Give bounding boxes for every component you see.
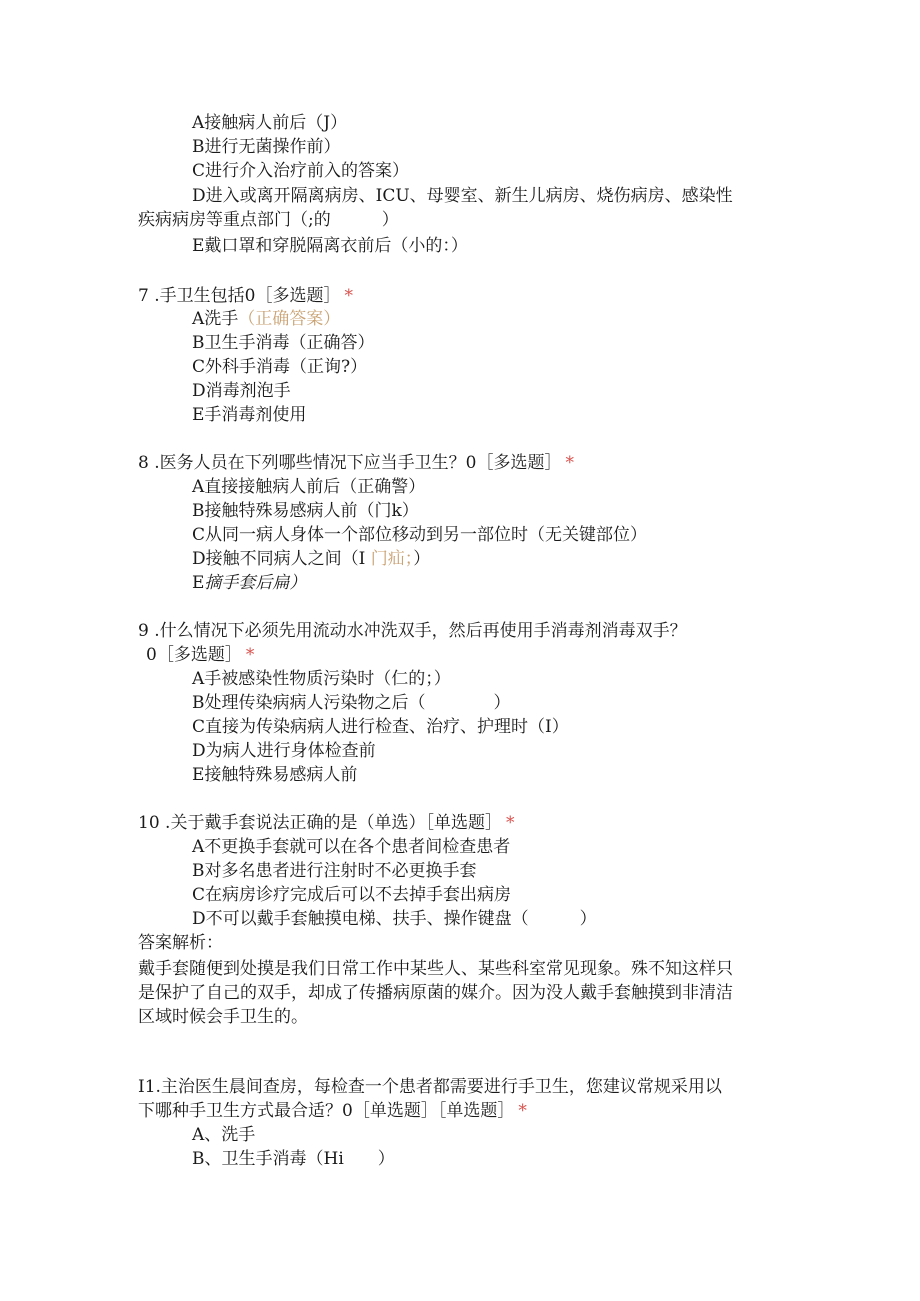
q7-stem — [138, 284, 353, 308]
q9-stem-cont-text: 0［多选题］ — [146, 645, 242, 665]
analysis-line-2: 是保护了自己的双手，却成了传播病原菌的媒介。因为没人戴手套触摸到非清洁 — [138, 983, 733, 1003]
analysis-line-3: 区域时候会手卫生的。 — [138, 1007, 308, 1027]
analysis-line-1: 戴手套随便到处摸是我们日常工作中某些人、某些科室常见现象。殊不知这样只 — [138, 959, 733, 979]
analysis-label: 答案解析： — [138, 933, 223, 953]
prev-option-d: D进入或离开隔离病房、ICU、母婴室、新生儿病房、烧伤病房、感染性 — [192, 186, 733, 206]
prev-option-d-cont: 疾病病房等重点部门（;的 ） — [138, 210, 399, 230]
prev-option-c: C进行介入治疗前入的答案） — [192, 161, 410, 181]
q8-stem-text: 8 .医务人员在下列哪些情况下应当手卫生？0［多选题］ — [138, 453, 562, 473]
q9-option-b: B处理传染病病人污染物之后（ ） — [192, 693, 511, 713]
q7-stem-text: 7 .手卫生包括0［多选题］ — [138, 286, 341, 306]
q9-option-e: E接触特殊易感病人前 — [192, 765, 358, 785]
required-star: * — [245, 645, 255, 665]
q7-option-a-answer: （正确答案） — [238, 309, 341, 329]
q8-option-e — [192, 571, 306, 595]
q11-stem-cont-text: 下哪种手卫生方式最合适？0［单选题］［单选题］ — [138, 1101, 515, 1121]
q7-option-e: E手消毒剂使用 — [192, 405, 307, 425]
prev-option-b: B进行无菌操作前） — [192, 137, 341, 157]
q9-option-c: C直接为传染病病人进行检查、治疗、护理时（I） — [192, 717, 569, 737]
q7-option-a-text: A洗手 — [192, 309, 239, 329]
q10-stem-text: 10 .关于戴手套说法正确的是（单选）［单选题］ — [138, 813, 502, 833]
q8-option-e-text: E — [192, 573, 205, 593]
q7-option-b: B卫生手消毒（正确答） — [192, 333, 375, 353]
required-star: * — [344, 286, 353, 306]
q8-option-d — [192, 547, 430, 571]
prev-option-a: A接触病人前后（J） — [192, 113, 348, 133]
q11-option-a: A、洗手 — [192, 1125, 256, 1145]
q10-option-d: D不可以戴手套触摸电梯、扶手、操作键盘（ ） — [192, 909, 597, 929]
q9-option-a: A手被感染性物质污染时（仁的；） — [192, 669, 451, 689]
q7-option-a — [192, 307, 340, 331]
q9-stem-cont — [146, 643, 254, 667]
required-star: * — [565, 453, 574, 473]
q8-option-d-end: ） — [413, 549, 431, 569]
q10-option-c: C在病房诊疗完成后可以不去掉手套出病房 — [192, 885, 512, 905]
q8-option-d-text: D接触不同病人之间（I — [192, 549, 366, 569]
q7-option-c: C外科手消毒（正询?） — [192, 357, 368, 377]
q8-option-e-italic: 摘手套后扁） — [204, 573, 307, 593]
q11-stem: I1.主治医生晨间查房，每检查一个患者都需要进行手卫生，您建议常规采用以 — [138, 1077, 722, 1097]
required-star: * — [518, 1101, 527, 1121]
q7-option-d: D消毒剂泡手 — [192, 381, 291, 401]
q8-option-c: C从同一病人身体一个部位移动到另一部位时（无关键部位） — [192, 525, 648, 545]
q10-option-b: B对多名患者进行注射时不必更换手套 — [192, 861, 477, 881]
q10-option-a: A不更换手套就可以在各个患者间检查患者 — [192, 837, 511, 857]
prev-option-e: E戴口罩和穿脱隔离衣前后（小的：） — [192, 236, 468, 256]
q8-option-a: A直接接触病人前后（正确警） — [192, 477, 426, 497]
q8-stem — [138, 451, 574, 475]
q11-stem-cont — [138, 1099, 527, 1123]
q8-option-d-answer: 门疝； — [370, 549, 414, 569]
q9-option-d: D为病人进行身体检查前 — [192, 741, 376, 761]
q9-stem: 9 .什么情况下必须先用流动水冲洗双手，然后再使用手消毒剂消毒双手？ — [138, 621, 687, 641]
required-star: * — [505, 813, 515, 833]
q8-option-b: B接触特殊易感病人前（门k） — [192, 501, 419, 521]
q10-stem — [138, 811, 514, 835]
q11-option-b: B、卫生手消毒（Hi ） — [192, 1149, 395, 1169]
